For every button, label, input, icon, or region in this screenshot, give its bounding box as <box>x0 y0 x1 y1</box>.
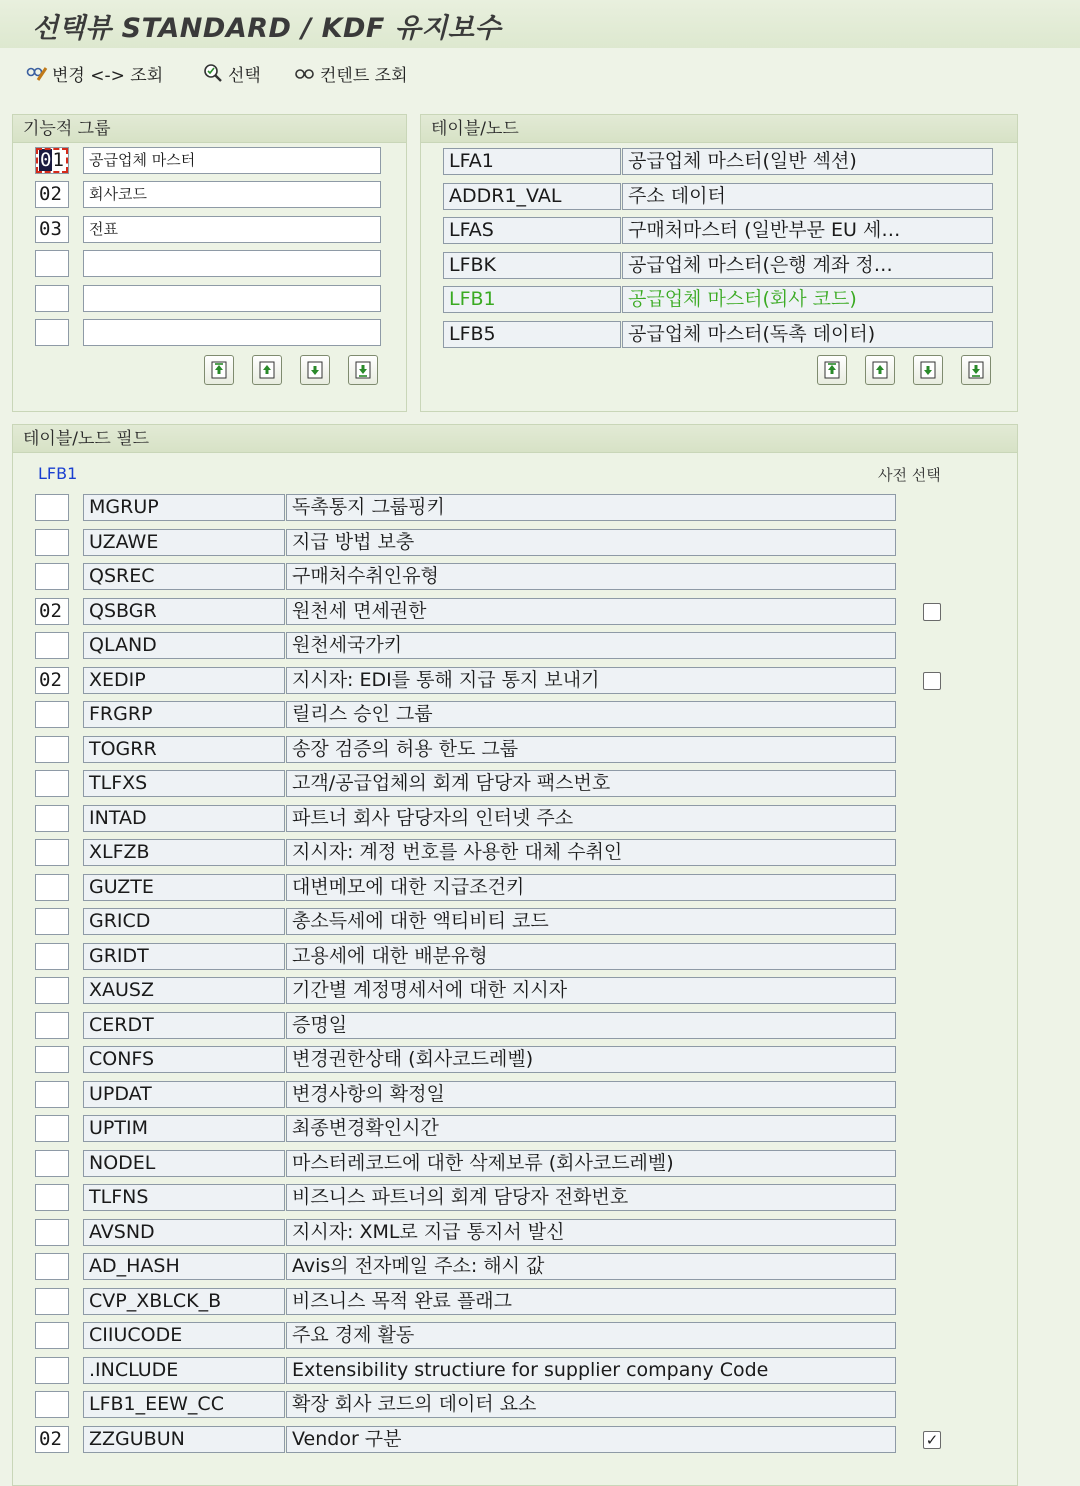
field-group-input[interactable] <box>35 1081 69 1108</box>
field-description[interactable]: 증명일 <box>286 1012 896 1039</box>
page-first-icon <box>209 360 229 380</box>
page-down-icon <box>918 360 938 380</box>
field-group-input[interactable]: 02 <box>35 598 69 625</box>
toggle-display-change-button[interactable] <box>26 60 163 86</box>
field-group-input[interactable] <box>35 874 69 901</box>
fg-page-last-button[interactable] <box>348 355 378 385</box>
field-name[interactable]: GRIDT <box>83 943 285 970</box>
field-description[interactable]: 대변메모에 대한 지급조건키 <box>286 874 896 901</box>
select-button[interactable] <box>202 60 261 86</box>
window-title: 선택뷰 STANDARD / KDF 유지보수 <box>32 13 502 44</box>
table-node-description[interactable]: 공급업체 마스터(은행 계좌 정… <box>622 252 993 279</box>
field-group-input[interactable] <box>35 1046 69 1073</box>
title-bar <box>0 0 1080 49</box>
field-name[interactable]: ZZGUBUN <box>83 1426 285 1453</box>
glasses-pencil-icon <box>26 63 48 83</box>
field-description[interactable]: 변경권한상태 (회사코드레벨) <box>286 1046 896 1073</box>
field-group-input[interactable] <box>35 563 69 590</box>
fg-page-up-button[interactable] <box>252 355 282 385</box>
field-name[interactable]: INTAD <box>83 805 285 832</box>
field-group-input[interactable] <box>35 1391 69 1418</box>
field-name[interactable]: .INCLUDE <box>83 1357 285 1384</box>
fg-description-field[interactable] <box>83 250 381 277</box>
dictionary-select-checkbox[interactable]: ✓ <box>923 1431 941 1449</box>
page-last-icon <box>353 360 373 380</box>
field-description[interactable]: 비즈니스 목적 완료 플래그 <box>286 1288 896 1315</box>
field-description[interactable]: 비즈니스 파트너의 회계 담당자 전화번호 <box>286 1184 896 1211</box>
field-name[interactable]: QLAND <box>83 632 285 659</box>
fg-page-first-button[interactable] <box>204 355 234 385</box>
fg-description-field[interactable]: 회사코드 <box>83 181 381 208</box>
tn-page-down-button[interactable] <box>913 355 943 385</box>
field-group-input[interactable] <box>35 1115 69 1142</box>
page-last-icon <box>966 360 986 380</box>
field-group-input[interactable] <box>35 494 69 521</box>
field-group-input[interactable] <box>35 908 69 935</box>
table-node-name[interactable]: LFB1 <box>443 286 621 313</box>
field-name[interactable]: AD_HASH <box>83 1253 285 1280</box>
field-group-input[interactable] <box>35 943 69 970</box>
fg-number-field[interactable] <box>35 285 69 312</box>
field-name[interactable]: QSREC <box>83 563 285 590</box>
field-group-input[interactable]: 02 <box>35 667 69 694</box>
field-name[interactable]: MGRUP <box>83 494 285 521</box>
field-name[interactable]: UZAWE <box>83 529 285 556</box>
field-description[interactable]: 지시자: EDI를 통해 지급 통지 보내기 <box>286 667 896 694</box>
table-node-name[interactable]: LFBK <box>443 252 621 279</box>
field-description[interactable]: 총소득세에 대한 액티비티 코드 <box>286 908 896 935</box>
field-name[interactable]: CVP_XBLCK_B <box>83 1288 285 1315</box>
page-up-icon <box>257 360 277 380</box>
table-node-fields-title: 테이블/노드 필드 <box>13 425 1017 453</box>
field-description[interactable]: 지급 방법 보충 <box>286 529 896 556</box>
cursor-highlight: 0 <box>40 149 52 171</box>
table-node-description[interactable]: 공급업체 마스터(회사 코드) <box>622 286 993 313</box>
tn-page-last-button[interactable] <box>961 355 991 385</box>
fg-description-field[interactable] <box>83 319 381 346</box>
field-name[interactable]: XEDIP <box>83 667 285 694</box>
field-description[interactable]: 확장 회사 코드의 데이터 요소 <box>286 1391 896 1418</box>
field-group-input[interactable] <box>35 1184 69 1211</box>
table-node-name[interactable]: LFA1 <box>443 148 621 175</box>
field-group-input[interactable] <box>35 839 69 866</box>
fg-description-field[interactable] <box>83 285 381 312</box>
field-name[interactable]: CONFS <box>83 1046 285 1073</box>
field-name[interactable]: UPDAT <box>83 1081 285 1108</box>
fg-number-field[interactable] <box>35 250 69 277</box>
field-description[interactable]: 파트너 회사 담당자의 인터넷 주소 <box>286 805 896 832</box>
field-group-input[interactable] <box>35 977 69 1004</box>
field-description[interactable]: 원천세 면세권한 <box>286 598 896 625</box>
fg-page-down-button[interactable] <box>300 355 330 385</box>
dictionary-select-checkbox[interactable] <box>923 672 941 690</box>
fg-number-field[interactable]: 01 <box>35 147 69 174</box>
field-name[interactable]: XLFZB <box>83 839 285 866</box>
field-group-input[interactable] <box>35 1322 69 1349</box>
page-down-icon <box>305 360 325 380</box>
table-node-title: 테이블/노드 <box>421 115 1017 143</box>
table-node-description[interactable]: 주소 데이터 <box>622 183 993 210</box>
field-name[interactable]: TLFXS <box>83 770 285 797</box>
toggle-display-change-label: 변경 <-> 조회 <box>52 65 164 86</box>
field-name[interactable]: UPTIM <box>83 1115 285 1142</box>
field-description[interactable]: Extensibility structiure for supplier company Code <box>286 1357 896 1384</box>
field-group-input[interactable] <box>35 1288 69 1315</box>
field-description[interactable]: 구매처수취인유형 <box>286 563 896 590</box>
field-group-input[interactable]: 02 <box>35 1426 69 1453</box>
table-node-description[interactable]: 공급업체 마스터(독촉 데이터) <box>622 321 993 348</box>
tn-page-up-button[interactable] <box>865 355 895 385</box>
field-description[interactable]: 독촉통지 그룹핑키 <box>286 494 896 521</box>
field-name[interactable]: NODEL <box>83 1150 285 1177</box>
field-name[interactable]: XAUSZ <box>83 977 285 1004</box>
field-name[interactable]: GUZTE <box>83 874 285 901</box>
field-description[interactable]: 고객/공급업체의 회계 담당자 팩스번호 <box>286 770 896 797</box>
fields-table-name: LFB1 <box>38 464 78 483</box>
dictionary-select-header: 사전 선택 <box>878 466 941 484</box>
table-node-name[interactable]: LFB5 <box>443 321 621 348</box>
field-description[interactable]: 지시자: XML로 지급 통지서 발신 <box>286 1219 896 1246</box>
fg-description-field[interactable]: 전표 <box>83 216 381 243</box>
field-group-input[interactable] <box>35 770 69 797</box>
content-display-label: 컨텐트 조회 <box>320 65 408 86</box>
field-group-input[interactable] <box>35 1357 69 1384</box>
page-first-icon <box>822 360 842 380</box>
field-group-input[interactable] <box>35 736 69 763</box>
field-description[interactable]: 지시자: 계정 번호를 사용한 대체 수취인 <box>286 839 896 866</box>
field-group-input[interactable] <box>35 805 69 832</box>
field-group-input[interactable] <box>35 1150 69 1177</box>
field-description[interactable]: 송장 검증의 허용 한도 그룹 <box>286 736 896 763</box>
magnifier-select-icon <box>202 63 224 83</box>
field-group-input[interactable] <box>35 1219 69 1246</box>
field-name[interactable]: AVSND <box>83 1219 285 1246</box>
field-name[interactable]: FRGRP <box>83 701 285 728</box>
field-name[interactable]: TOGRR <box>83 736 285 763</box>
field-description[interactable]: 고용세에 대한 배분유형 <box>286 943 896 970</box>
field-description[interactable]: 원천세국가키 <box>286 632 896 659</box>
field-name[interactable]: CIIUCODE <box>83 1322 285 1349</box>
field-name[interactable]: GRICD <box>83 908 285 935</box>
field-name[interactable]: CERDT <box>83 1012 285 1039</box>
field-description[interactable]: 마스터레코드에 대한 삭제보류 (회사코드레벨) <box>286 1150 896 1177</box>
fg-number-field[interactable]: 03 <box>35 216 69 243</box>
table-node-name[interactable]: ADDR1_VAL <box>443 183 621 210</box>
field-description[interactable]: Vendor 구분 <box>286 1426 896 1453</box>
field-group-input[interactable] <box>35 529 69 556</box>
field-description[interactable]: 릴리스 승인 그룹 <box>286 701 896 728</box>
field-description[interactable]: Avis의 전자메일 주소: 해시 값 <box>286 1253 896 1280</box>
select-label: 선택 <box>228 65 261 86</box>
content-display-button[interactable] <box>294 60 408 86</box>
functional-group-title: 기능적 그룹 <box>13 115 406 143</box>
field-description[interactable]: 최종변경확인시간 <box>286 1115 896 1142</box>
field-name[interactable]: QSBGR <box>83 598 285 625</box>
field-group-input[interactable] <box>35 1012 69 1039</box>
field-group-input[interactable] <box>35 1253 69 1280</box>
field-group-input[interactable] <box>35 632 69 659</box>
glasses-icon <box>294 63 316 83</box>
fg-number-field[interactable] <box>35 319 69 346</box>
dictionary-select-checkbox[interactable] <box>923 603 941 621</box>
field-name[interactable]: TLFNS <box>83 1184 285 1211</box>
tn-page-first-button[interactable] <box>817 355 847 385</box>
field-description[interactable]: 기간별 계정명세서에 대한 지시자 <box>286 977 896 1004</box>
fg-description-field[interactable]: 공급업체 마스터 <box>83 147 381 174</box>
table-node-description[interactable]: 공급업체 마스터(일반 섹션) <box>622 148 993 175</box>
table-node-name[interactable]: LFAS <box>443 217 621 244</box>
field-name[interactable]: LFB1_EEW_CC <box>83 1391 285 1418</box>
field-group-input[interactable] <box>35 701 69 728</box>
page-up-icon <box>870 360 890 380</box>
table-node-description[interactable]: 구매처마스터 (일반부문 EU 세… <box>622 217 993 244</box>
fg-number-field[interactable]: 02 <box>35 181 69 208</box>
field-description[interactable]: 변경사항의 확정일 <box>286 1081 896 1108</box>
field-description[interactable]: 주요 경제 활동 <box>286 1322 896 1349</box>
